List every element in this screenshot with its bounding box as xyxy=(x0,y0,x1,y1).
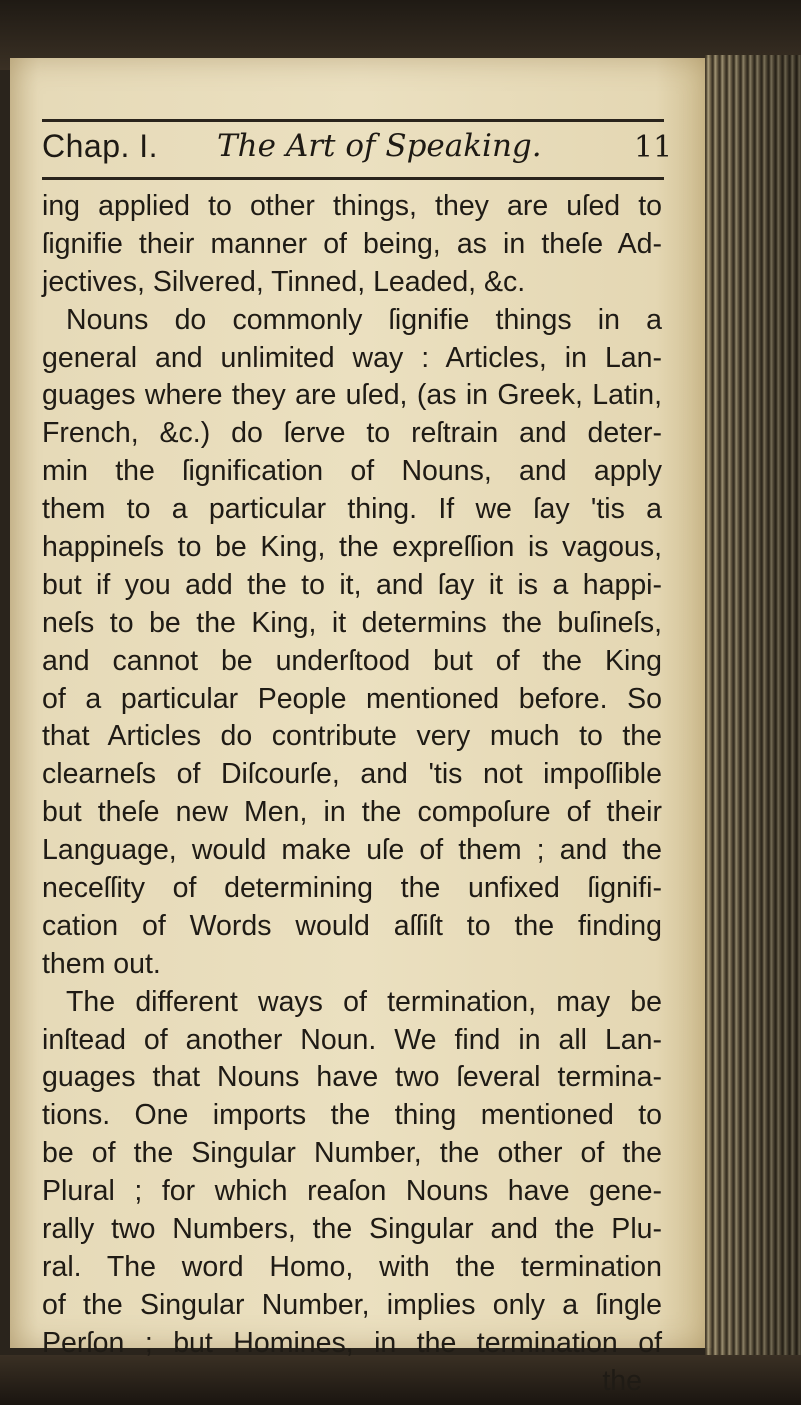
text-line: Plural ; for which reaſon Nouns have gene- xyxy=(42,1175,662,1208)
text-line: ral. The word Homo, with the termination xyxy=(42,1250,662,1283)
text-line: min the ſignification of Nouns, and apply xyxy=(42,455,662,488)
page-number: 11 xyxy=(634,130,673,165)
text-line: Language, would make uſe of them ; and the xyxy=(42,834,662,867)
text-line: inſtead of another Noun. We find in all Lan- xyxy=(42,1023,662,1056)
text-line: but theſe new Men, in the compoſure of their xyxy=(42,796,662,829)
text-line: them out. xyxy=(42,947,161,980)
text-line: but if you add the to it, and ſay it is a happi- xyxy=(42,568,662,601)
text-line: clearneſs of Diſcourſe, and 'tis not impoſſible xyxy=(42,758,662,791)
text-line: and cannot be underſtood but of the King xyxy=(42,644,662,677)
text-line: jectives, Silvered, Tinned, Leaded, &c. xyxy=(42,265,526,298)
running-header xyxy=(42,128,673,174)
text-line: general and unlimited way : Articles, in Lan- xyxy=(42,341,662,374)
text-line: rally two Numbers, the Singular and the Plu- xyxy=(42,1213,662,1246)
text-line: cation of Words would aſſiſt to the finding xyxy=(42,909,662,942)
running-title: The Art of Speaking. xyxy=(217,128,542,164)
text-line: ſignifie their manner of being, as in theſe Ad- xyxy=(42,227,662,260)
text-line: that Articles do contribute very much to the xyxy=(42,720,662,753)
page-edges-shadow xyxy=(705,55,801,1355)
text-line: Perſon ; but Homines, in the termination of xyxy=(42,1326,662,1359)
text-line: happineſs to be King, the expreſſion is vagous, xyxy=(42,531,662,564)
text-line: them to a particular thing. If we ſay 'tis a xyxy=(42,493,662,526)
chapter-label: Chap. I. xyxy=(42,128,159,164)
text-line: guages where they are uſed, (as in Greek, Latin, xyxy=(42,379,662,412)
body-text xyxy=(42,188,662,1401)
header-rule-top xyxy=(42,119,664,122)
header-rule-bottom xyxy=(42,177,664,180)
text-line: Nouns do commonly ſignifie things in a xyxy=(66,303,662,336)
text-line: neceſſity of determining the unfixed ſignifi- xyxy=(42,872,662,905)
text-line: ing applied to other things, they are uſed to xyxy=(42,190,662,222)
text-line: French, &c.) do ſerve to reſtrain and deter- xyxy=(42,417,662,450)
catchword: the xyxy=(602,1364,642,1397)
text-line: be of the Singular Number, the other of the xyxy=(42,1137,662,1170)
text-line: neſs to be the King, it determins the buſineſs, xyxy=(42,606,662,639)
text-line: of a particular People mentioned before. So xyxy=(42,682,662,715)
text-line: guages that Nouns have two ſeveral termina- xyxy=(42,1061,662,1094)
text-line: tions. One imports the thing mentioned to xyxy=(42,1099,662,1132)
text-line: The different ways of termination, may be xyxy=(66,985,662,1018)
text-line: of the Singular Number, implies only a ſingle xyxy=(42,1288,662,1321)
